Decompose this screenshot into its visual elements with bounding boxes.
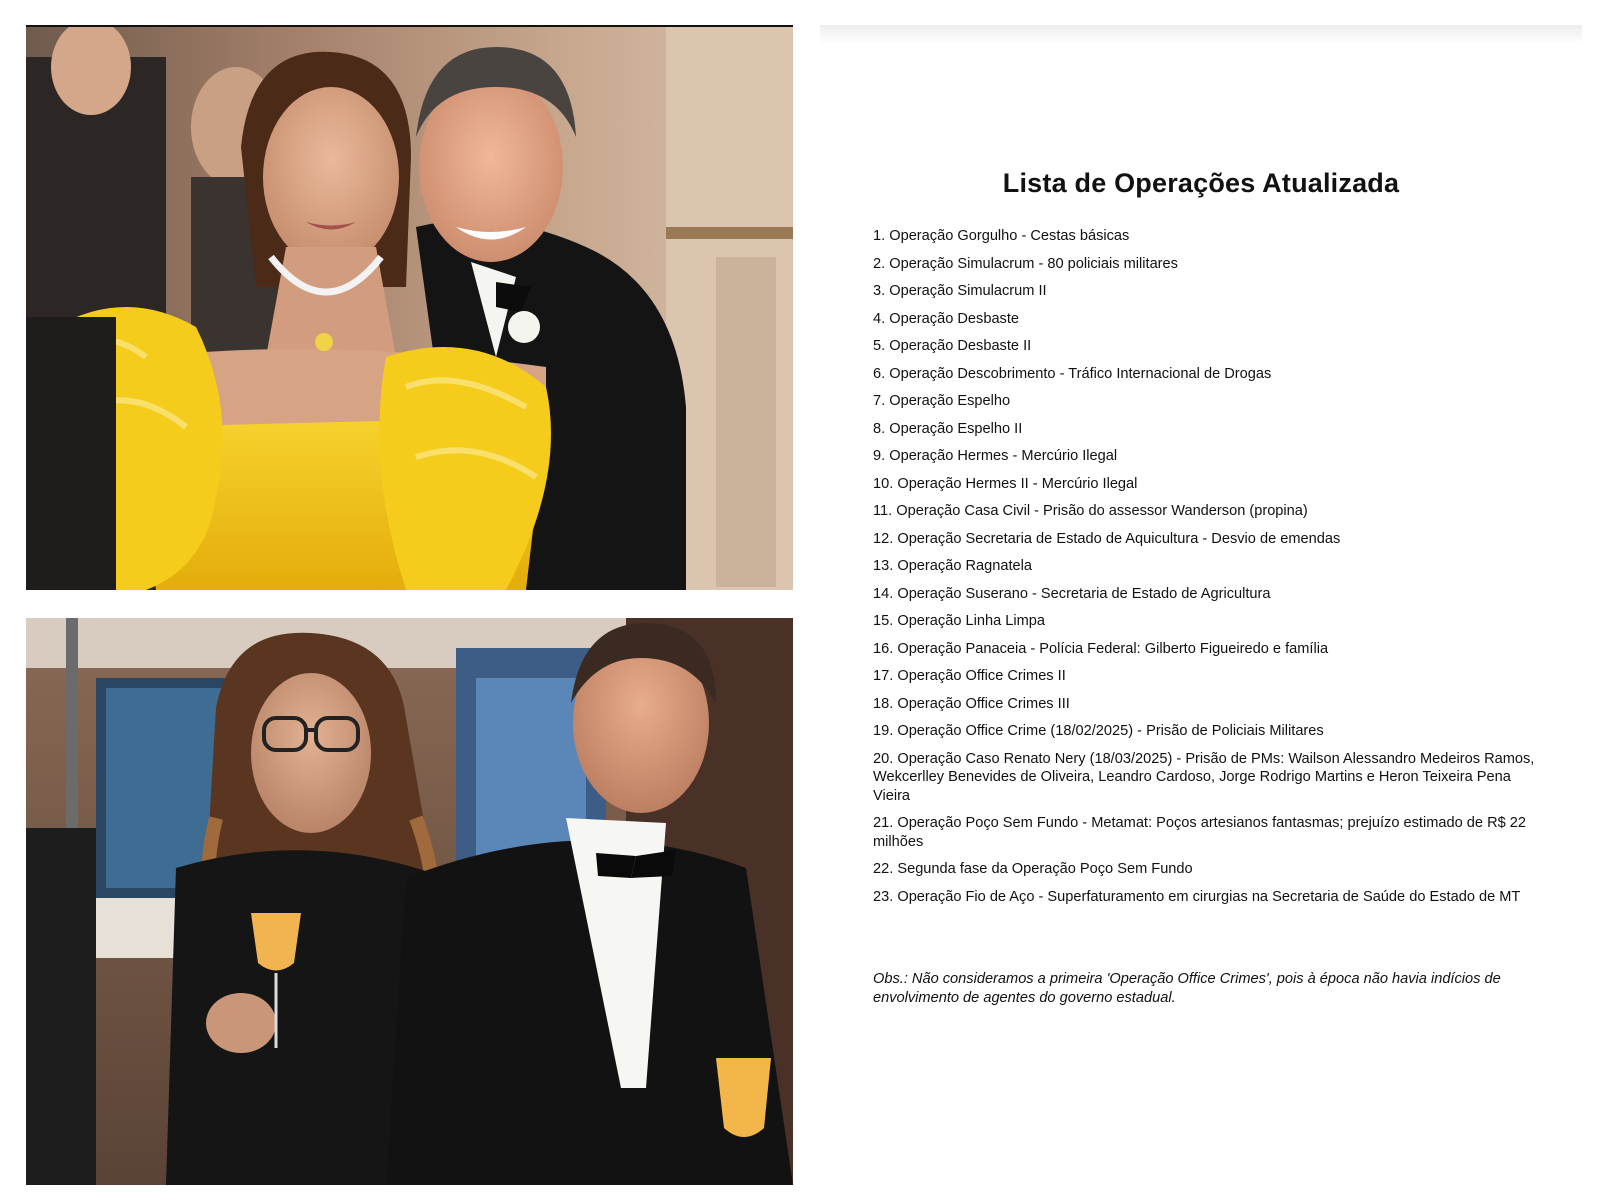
list-item: 18. Operação Office Crimes III — [873, 695, 1070, 712]
list-item: 6. Operação Descobrimento - Tráfico Internacional de Drogas — [873, 365, 1272, 382]
list-item: 3. Operação Simulacrum II — [873, 283, 1047, 299]
list-item: 22. Segunda fase da Operação Poço Sem Fundo — [873, 861, 1193, 877]
list-item: 13. Operação Ragnatela — [873, 558, 1033, 574]
document-note: Obs.: Não consideramos a primeira 'Operação Office Crimes', pois à época não havia indícios de envolvimento de agentes do governo estadual. — [873, 971, 1501, 1006]
list-item: 20. Operação Caso Renato Nery (18/03/2025) - Prisão de PMs: Wailson Alessandro Medeiros Ramos, Wekcerlley Benevides de Oliveira, Leandro Cardoso, Jorge Rodrigo Martins e Heron Teixeira Pena Vieira — [873, 750, 1535, 804]
list-item: 23. Operação Fio de Aço - Superfaturamento em cirurgias na Secretaria de Saúde do Estado de MT — [873, 888, 1521, 905]
photo-top-illustration — [26, 27, 793, 590]
list-item: 17. Operação Office Crimes II — [873, 668, 1066, 684]
operations-list — [873, 227, 1541, 915]
list-item: 12. Operação Secretaria de Estado de Aquicultura - Desvio de emendas — [873, 530, 1341, 547]
list-item: 15. Operação Linha Limpa — [873, 613, 1045, 629]
list-item: 11. Operação Casa Civil - Prisão do assessor Wanderson (propina) — [873, 503, 1308, 519]
list-item: 21. Operação Poço Sem Fundo - Metamat: Poços artesianos fantasmas; prejuízo estimado de R$ 22 milhões — [873, 815, 1527, 850]
list-item: 19. Operação Office Crime (18/02/2025) - Prisão de Policiais Militares — [873, 723, 1324, 739]
operations-document — [820, 25, 1582, 1185]
document-top-shadow — [820, 25, 1582, 45]
list-item: 7. Operação Espelho — [873, 393, 1011, 409]
list-item: 9. Operação Hermes - Mercúrio Ilegal — [873, 448, 1118, 464]
photo-bottom-illustration — [26, 618, 793, 1185]
list-item: 5. Operação Desbaste II — [873, 338, 1032, 354]
list-item: 4. Operação Desbaste — [873, 310, 1020, 327]
list-item: 1. Operação Gorgulho - Cestas básicas — [873, 228, 1130, 244]
photo-top — [26, 25, 793, 590]
photo-bottom — [26, 618, 793, 1185]
list-item: 16. Operação Panaceia - Polícia Federal: Gilberto Figueiredo e família — [873, 640, 1329, 657]
list-item: 2. Operação Simulacrum - 80 policiais militares — [873, 255, 1178, 272]
document-title: Lista de Operações Atualizada — [1002, 168, 1400, 198]
list-item: 14. Operação Suserano - Secretaria de Estado de Agricultura — [873, 585, 1271, 602]
list-item: 8. Operação Espelho II — [873, 420, 1023, 437]
list-item: 10. Operação Hermes II - Mercúrio Ilegal — [873, 475, 1138, 492]
